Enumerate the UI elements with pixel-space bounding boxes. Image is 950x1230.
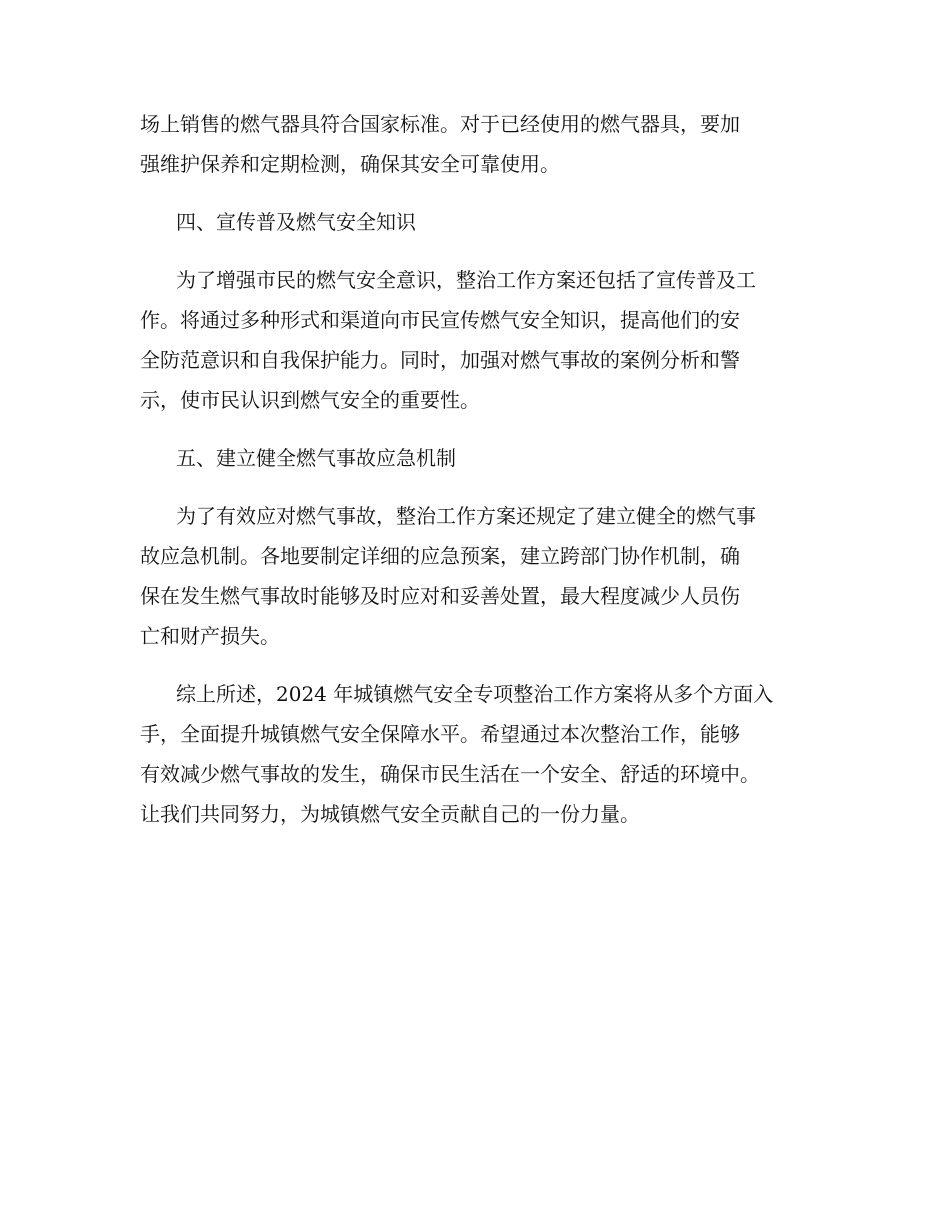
text-line: 亡和财产损失。: [140, 624, 280, 648]
text-line: 为了有效应对燃气事故，整治工作方案还规定了建立健全的燃气事: [176, 504, 756, 528]
section-heading: 四、宣传普及燃气安全知识: [176, 210, 416, 234]
text-line: 强维护保养和定期检测，确保其安全可靠使用。: [140, 152, 560, 176]
text-line: 场上销售的燃气器具符合国家标准。对于已经使用的燃气器具，要加: [140, 112, 740, 136]
text-line: 示，使市民认识到燃气安全的重要性。: [140, 388, 480, 412]
section-heading: 五、建立健全燃气事故应急机制: [176, 446, 456, 470]
text-line: 为了增强市民的燃气安全意识，整治工作方案还包括了宣传普及工: [176, 268, 756, 292]
text-line: 全防范意识和自我保护能力。同时，加强对燃气事故的案例分析和警: [140, 348, 740, 372]
text-line: 让我们共同努力，为城镇燃气安全贡献自己的一份力量。: [140, 802, 640, 826]
text-line: 综上所述，2024 年城镇燃气安全专项整治工作方案将从多个方面入: [176, 682, 774, 706]
text-line: 故应急机制。各地要制定详细的应急预案，建立跨部门协作机制，确: [140, 544, 740, 568]
text-line: 作。将通过多种形式和渠道向市民宣传燃气安全知识，提高他们的安: [140, 308, 740, 332]
text-line: 保在发生燃气事故时能够及时应对和妥善处置，最大程度减少人员伤: [140, 584, 740, 608]
text-line: 手，全面提升城镇燃气安全保障水平。希望通过本次整治工作，能够: [140, 722, 740, 746]
text-line: 有效减少燃气事故的发生，确保市民生活在一个安全、舒适的环境中。: [140, 762, 760, 786]
